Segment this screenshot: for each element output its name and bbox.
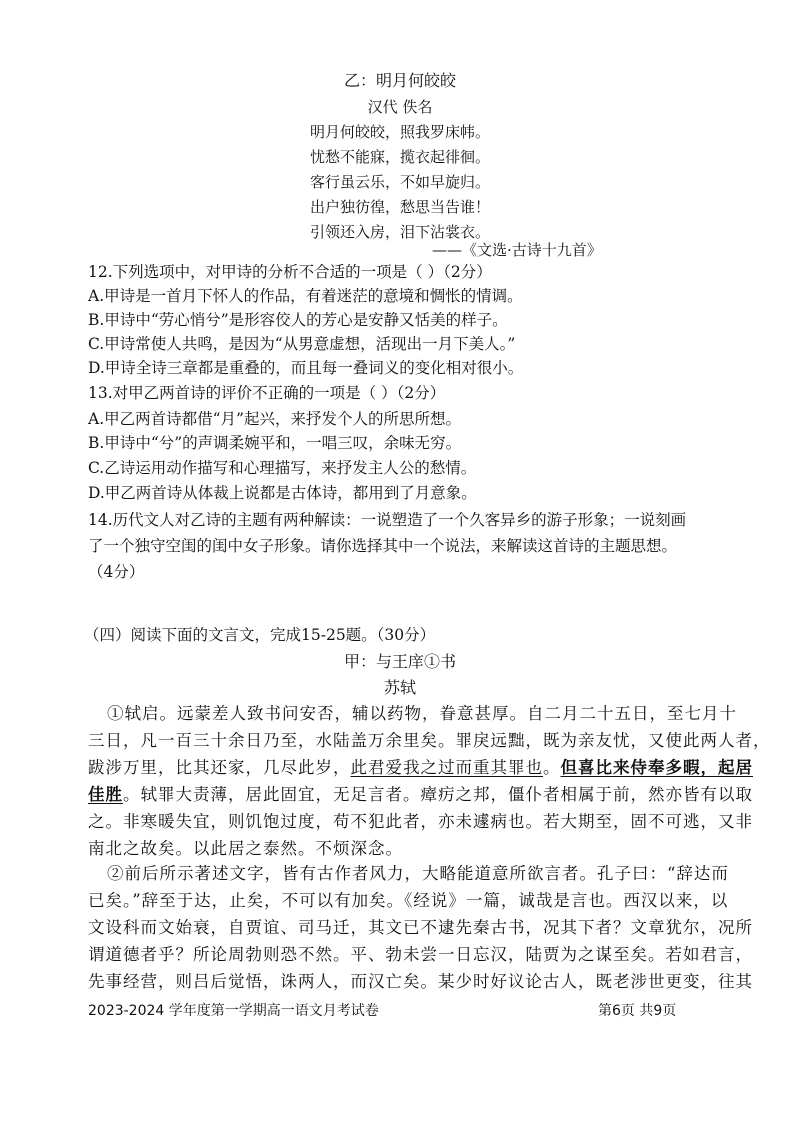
passage-author: 苏轼: [383, 678, 416, 697]
paragraph-1-line: [88, 784, 753, 806]
question-12-option-a: A.甲诗是一首月下怀人的作品，有着迷茫的意境和惆怅的情调。: [88, 287, 523, 305]
paragraph-1-line: 之。非寒暖失宜，则饥饱过度，苟不犯此者，亦未遽病也。若大期至，固不可逃，又非: [88, 812, 753, 831]
poem-line: 出户独彷徨，愁思当告谁！: [309, 198, 490, 216]
passage-title: 甲：与王庠①书: [343, 652, 456, 671]
text-segment: 。轼罪大责薄，居此固宜，无足言者。瘴疠之邦，僵仆者相属于前，然亦皆有以取: [123, 785, 753, 804]
question-13-option-a: A.甲乙两首诗都借“月”起兴，来抒发个人的所思所想。: [88, 410, 461, 428]
footer-exam-title: 2023-2024 学年度第一学期高一语文月考试卷: [88, 1003, 379, 1019]
poem-source: ——《文选·古诗十九首》: [432, 241, 602, 259]
question-12-stem: 12.下列选项中，对甲诗的分析不合适的一项是（ ）（2分）: [88, 263, 492, 281]
question-13-option-b: B.甲诗中“兮”的声调柔婉平和，一唱三叹，余味无穷。: [88, 434, 462, 452]
question-14-line: 14.历代文人对乙诗的主题有两种解读：一说塑造了一个久客异乡的游子形象；一说刻画: [88, 511, 687, 529]
poem-author: 汉代 佚名: [367, 98, 433, 116]
paragraph-2-line: 已矣。”辞至于达，止矣，不可以有加矣。《经说》一篇，诚哉是言也。西汉以来，以: [88, 891, 729, 910]
question-12-option-c: C.甲诗常使人共鸣，是因为“从男意虚想，活现出一月下美人。”: [88, 335, 516, 353]
text-segment: 。: [543, 758, 561, 777]
question-14-line: 了一个独守空闺的闺中女子形象。请你选择其中一个说法，来解读这首诗的主题思想。: [88, 537, 678, 555]
question-12-option-d: D.甲诗全诗三章都是重叠的，而且每一叠词义的变化相对很小。: [88, 359, 524, 377]
question-13-option-c: C.乙诗运用动作描写和心理描写，来抒发主人公的愁情。: [88, 459, 477, 477]
section-heading: （四）阅读下面的文言文，完成15-25题。（30分）: [84, 626, 436, 644]
question-13-option-d: D.甲乙两首诗从体裁上说都是古体诗，都用到了月意象。: [88, 484, 477, 502]
paragraph-2-line: 文设科而文始衰，自贾谊、司马迁，其文已不逮先秦古书，况其下者？文章犹尔，况所: [88, 918, 753, 937]
paragraph-2-line: ②前后所示著述文字，皆有古作者风力，大略能道意所欲言者。孔子曰：“辞达而: [107, 864, 729, 883]
question-13-stem: 13.对甲乙两首诗的评价不正确的一项是（ ）（2分）: [88, 384, 446, 402]
paragraph-2-line: 谓道德者乎？所论周勃则恐不然。平、勃未尝一日忘汉，陆贾为之谋至矣。若如君言，: [88, 945, 753, 964]
poem-line: 明月何皎皎，照我罗床帏。: [309, 123, 490, 141]
poem-title: 乙：明月何皎皎: [343, 71, 456, 90]
underlined-bold-sentence: 但喜比来侍奉多暇，起居: [560, 758, 753, 777]
footer-page-number: 第6页 共9页: [598, 1003, 677, 1019]
paragraph-1-line: 南北之故矣。以此居之泰然。不烦深念。: [88, 839, 403, 858]
text-segment: 跋涉万里，比其还家，几尽此岁，: [88, 758, 351, 777]
poem-line: 忧愁不能寐，揽衣起徘徊。: [309, 148, 490, 166]
question-14-points: （4分）: [88, 563, 145, 581]
paragraph-1-line: ①轼启。远蒙差人致书问安否，辅以药物，眷意甚厚。自二月二十五日，至七月十: [107, 704, 737, 723]
question-12-option-b: B.甲诗中“劳心悄兮”是形容佼人的芳心是安静又恬美的样子。: [88, 311, 508, 329]
underlined-bold-sentence: 佳胜: [88, 785, 123, 804]
poem-line: 引领还入房，泪下沾裳衣。: [309, 223, 490, 241]
paragraph-1-line: 三日，凡一百三十余日乃至，水陆盖万余里矣。罪戾远黜，既为亲友忧，又使此两人者，: [88, 731, 771, 750]
paragraph-1-line: [88, 757, 753, 779]
paragraph-2-line: 先事经营，则吕后觉悟，诛两人，而汉亡矣。某少时好议论古人，既老涉世更变，往其: [88, 972, 753, 991]
underlined-sentence: 此君爱我之过而重其罪也: [350, 758, 543, 777]
poem-line: 客行虽云乐，不如早旋归。: [309, 173, 490, 191]
